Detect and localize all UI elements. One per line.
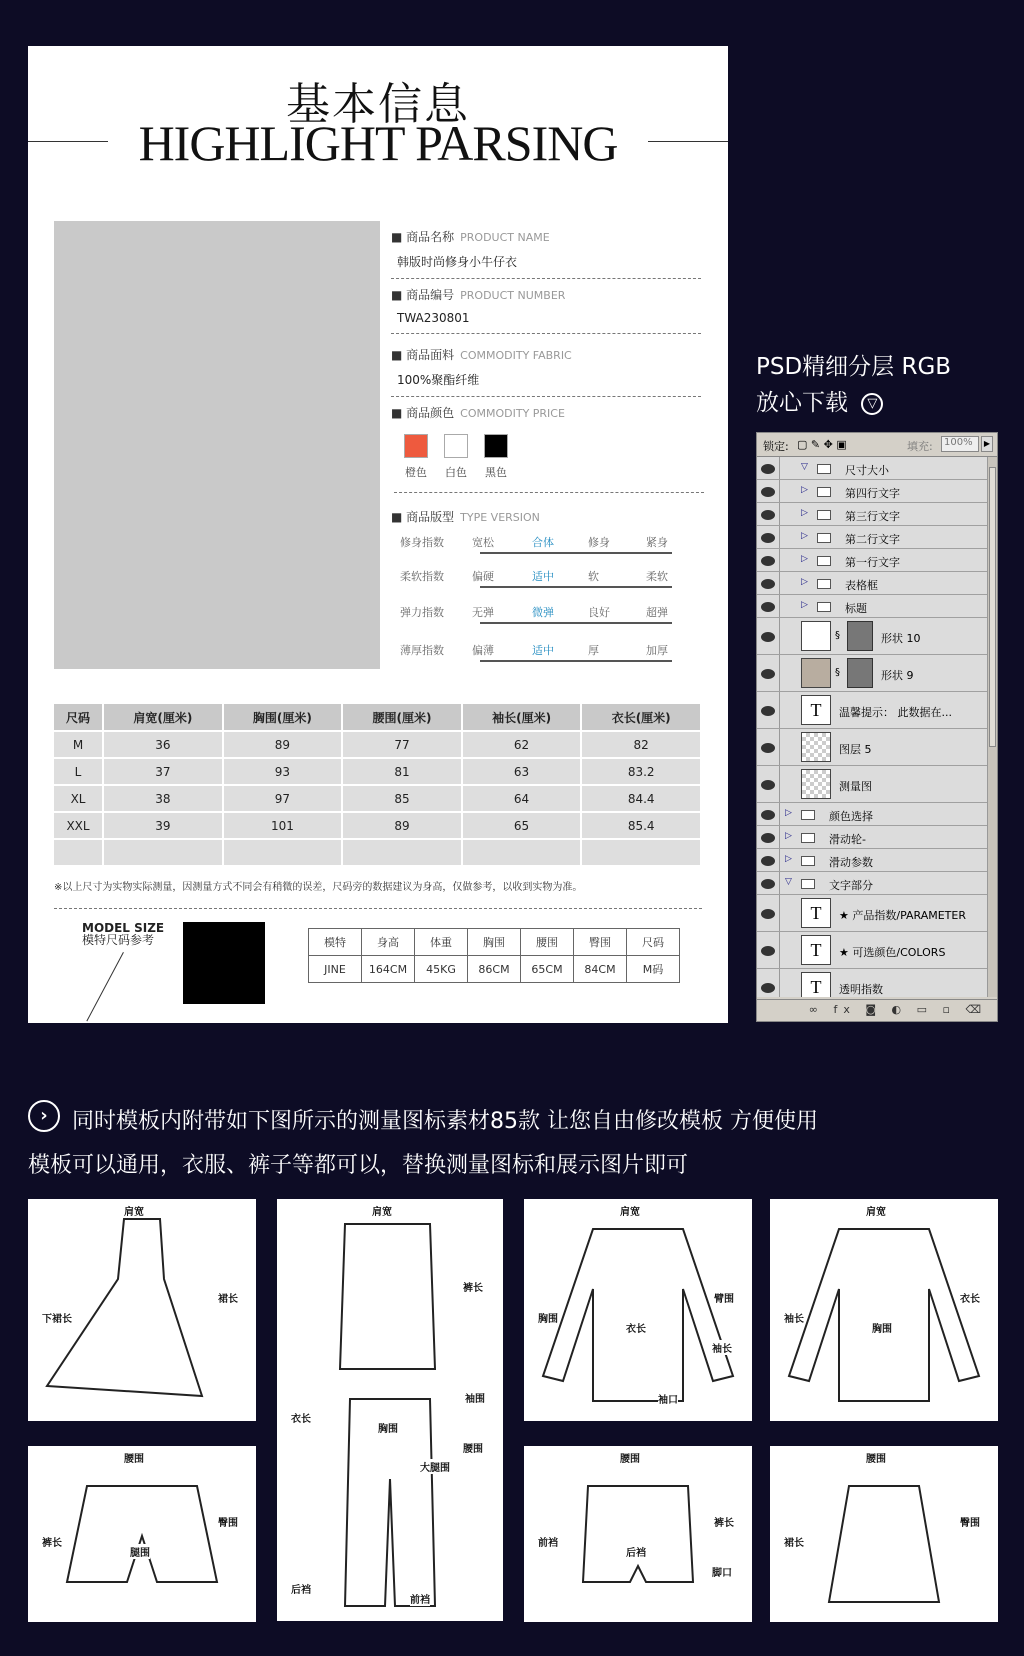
model-photo (183, 922, 265, 1004)
table-cell (54, 839, 103, 866)
layer-row[interactable] (757, 872, 989, 895)
measure-label: 腰围 (866, 1450, 886, 1465)
scale-option[interactable]: 适中 (532, 644, 554, 657)
size-header: 衣长(厘米) (581, 704, 701, 731)
table-row (54, 731, 701, 758)
garment-outline (47, 1219, 202, 1396)
layer-row[interactable] (757, 766, 989, 803)
layer-mask-thumbnail (847, 658, 873, 688)
divider (394, 492, 704, 493)
measure-label: 肩宽 (620, 1203, 640, 1218)
eye-icon[interactable] (761, 879, 775, 889)
table-cell: 83.2 (581, 758, 701, 785)
measurement-tile (770, 1199, 998, 1421)
measure-label: 臀围 (218, 1514, 238, 1529)
info-label-en: PRODUCT NUMBER (460, 289, 566, 302)
model-value: JINE (309, 956, 362, 983)
table-cell: 89 (342, 812, 462, 839)
layer-row[interactable] (757, 572, 989, 595)
table-cell: 84.4 (581, 785, 701, 812)
fill-input[interactable]: 100% (941, 436, 979, 452)
folder-icon (817, 533, 831, 543)
expand-icon[interactable]: ▷ (801, 599, 808, 610)
measure-label: 衣长 (291, 1410, 311, 1425)
table-row (54, 785, 701, 812)
color-label: 白色 (445, 466, 467, 479)
eye-icon[interactable] (761, 909, 775, 919)
layer-name: 透明指数 (839, 982, 883, 996)
eye-icon[interactable] (761, 579, 775, 589)
layer-row[interactable] (757, 655, 989, 692)
layer-row[interactable] (757, 932, 989, 969)
model-header: 身高 (362, 929, 415, 956)
measurement-tile (277, 1199, 503, 1621)
garment-outline-icon (524, 1446, 752, 1622)
layer-row[interactable] (757, 969, 989, 997)
scale-option[interactable]: 宽松 (472, 536, 494, 549)
layers-bottom-toolbar[interactable]: ∞ fx ◙ ◐ ▭ ▫ ⌫ (757, 999, 997, 1021)
eye-icon[interactable] (761, 833, 775, 843)
garment-outline (67, 1486, 217, 1582)
table-cell: M (54, 731, 103, 758)
info-value: 100%聚酯纤维 (397, 373, 480, 387)
model-size-cn: 模特尺码参考 (82, 933, 155, 947)
folder-icon (817, 487, 831, 497)
measure-label: 腰围 (463, 1440, 483, 1455)
expand-icon[interactable]: ▷ (785, 807, 792, 818)
measurement-tile (28, 1199, 256, 1421)
layer-row[interactable] (757, 826, 989, 849)
layer-name: 第四行文字 (845, 486, 900, 500)
arrow-circle-icon: › (28, 1100, 60, 1132)
garment-outline (583, 1486, 693, 1582)
eye-icon[interactable] (761, 556, 775, 566)
garment-outline-icon (28, 1446, 256, 1622)
info-label: ■ 商品名称 (391, 230, 455, 244)
measure-label: 前裆 (538, 1534, 558, 1549)
model-value: 45KG (415, 956, 468, 983)
layer-name: 颜色选择 (829, 809, 873, 823)
scale-option[interactable]: 合体 (532, 536, 554, 549)
measurement-tile (524, 1446, 752, 1622)
measure-label: 腰围 (620, 1450, 640, 1465)
table-row (54, 812, 701, 839)
measurement-tile (28, 1446, 256, 1622)
color-label: 黑色 (485, 466, 507, 479)
measure-label: 裤长 (463, 1279, 483, 1294)
layer-row[interactable] (757, 803, 989, 826)
info-colors (391, 404, 711, 421)
layer-row[interactable] (757, 457, 989, 480)
table-cell: 36 (103, 731, 223, 758)
folder-icon (817, 579, 831, 589)
table-cell: 85 (342, 785, 462, 812)
table-cell: 101 (223, 812, 343, 839)
scale-line (480, 660, 672, 662)
measure-label: 裙长 (218, 1290, 238, 1305)
info-label-en: PRODUCT NAME (460, 231, 550, 244)
model-value: 65CM (521, 956, 574, 983)
measure-label: 袖围 (465, 1390, 485, 1405)
model-value: 86CM (468, 956, 521, 983)
table-cell: 39 (103, 812, 223, 839)
layer-name: 尺寸大小 (845, 463, 889, 477)
expand-icon[interactable]: ▷ (801, 507, 808, 518)
scale-name: 柔软指数 (400, 570, 444, 583)
layer-thumbnail: T (801, 695, 831, 725)
table-cell (581, 839, 701, 866)
scale-option[interactable]: 偏薄 (472, 644, 494, 657)
layer-row[interactable] (757, 503, 989, 526)
layer-name: 滑动轮- (829, 832, 866, 846)
folder-icon (801, 879, 815, 889)
expand-icon[interactable]: ▷ (801, 576, 808, 587)
layer-name: ★ 可选颜色/COLORS (839, 945, 946, 959)
layer-thumbnail: T (801, 972, 831, 997)
measure-label: 裤长 (42, 1534, 62, 1549)
scale-line (480, 622, 672, 624)
eye-icon[interactable] (761, 510, 775, 520)
info-product-number (391, 286, 711, 334)
layer-thumbnail (801, 658, 831, 688)
measure-label: 衣长 (626, 1320, 646, 1335)
model-header: 体重 (415, 929, 468, 956)
scale-option[interactable]: 超弹 (646, 606, 668, 619)
eye-icon[interactable] (761, 632, 775, 642)
lock-label: 锁定: (763, 440, 789, 453)
table-cell (462, 839, 582, 866)
model-value: 84CM (574, 956, 627, 983)
psd-caption-2 (756, 384, 883, 417)
table-cell: XL (54, 785, 103, 812)
model-table (308, 928, 680, 983)
scale-option[interactable]: 软 (588, 570, 599, 583)
table-cell (342, 839, 462, 866)
model-header: 臀围 (574, 929, 627, 956)
model-header: 模特 (309, 929, 362, 956)
color-swatch-white[interactable] (444, 434, 468, 458)
layer-name: 第一行文字 (845, 555, 900, 569)
color-swatch-black[interactable] (484, 434, 508, 458)
measure-label: 肩宽 (866, 1203, 886, 1218)
layer-row[interactable] (757, 595, 989, 618)
fill-dropdown-icon[interactable]: ▶ (981, 436, 993, 452)
table-cell (223, 839, 343, 866)
eye-icon[interactable] (761, 780, 775, 790)
table-cell: 85.4 (581, 812, 701, 839)
fill-label: 填充: (907, 440, 933, 453)
table-cell: 65 (462, 812, 582, 839)
model-header: 胸围 (468, 929, 521, 956)
measure-label: 衣长 (960, 1290, 980, 1305)
layer-name: 标题 (845, 601, 867, 615)
measure-label: 腿围 (130, 1544, 150, 1559)
scale-option[interactable]: 微弹 (532, 606, 554, 619)
layer-name: 表格框 (845, 578, 878, 592)
info-value: 韩版时尚修身小牛仔衣 (397, 255, 518, 269)
model-slash-line (86, 952, 124, 1021)
layer-row[interactable] (757, 480, 989, 503)
info-product-name (391, 228, 711, 279)
layer-name: 测量图 (839, 779, 872, 793)
table-cell: 77 (342, 731, 462, 758)
info-fabric (391, 346, 711, 397)
divider (391, 278, 701, 279)
garment-outline (789, 1229, 979, 1401)
download-circle-icon[interactable]: ▽ (861, 393, 883, 415)
eye-icon[interactable] (761, 602, 775, 612)
layer-name: 形状 9 (881, 668, 914, 682)
eye-icon[interactable] (761, 706, 775, 716)
table-cell: 89 (223, 731, 343, 758)
layer-thumbnail: T (801, 898, 831, 928)
scale-name: 薄厚指数 (400, 644, 444, 657)
scale-option[interactable]: 适中 (532, 570, 554, 583)
measure-label: 胸围 (538, 1310, 558, 1325)
layer-thumbnail (801, 732, 831, 762)
measure-label: 脚口 (712, 1564, 732, 1579)
garment-outline (543, 1229, 733, 1401)
model-value: 164CM (362, 956, 415, 983)
layers-scrollbar[interactable] (987, 457, 997, 997)
eye-icon[interactable] (761, 983, 775, 993)
scale-option[interactable]: 加厚 (646, 644, 668, 657)
measure-label: 下裙长 (42, 1310, 72, 1325)
layer-row[interactable] (757, 729, 989, 766)
info-label: ■ 商品版型 (391, 510, 455, 524)
divider (54, 908, 702, 909)
expand-icon[interactable]: ▷ (785, 853, 792, 864)
model-size-en: MODEL SIZE (82, 921, 165, 935)
table-cell: 97 (223, 785, 343, 812)
folder-icon (801, 833, 815, 843)
table-cell: 37 (103, 758, 223, 785)
table-cell: 81 (342, 758, 462, 785)
layer-name: 形状 10 (881, 631, 921, 645)
layer-thumbnail: T (801, 935, 831, 965)
info-label: ■ 商品面料 (391, 348, 455, 362)
folder-icon (801, 856, 815, 866)
layer-name: ★ 产品指数/PARAMETER (839, 908, 966, 922)
color-swatch-orange[interactable] (404, 434, 428, 458)
layer-thumbnail (801, 621, 831, 651)
model-size-label (82, 922, 164, 946)
garment-outline (829, 1486, 939, 1602)
measure-label: 袖口 (658, 1391, 678, 1406)
scale-option[interactable]: 柔软 (646, 570, 668, 583)
table-row (54, 839, 701, 866)
measure-label: 肩宽 (124, 1203, 144, 1218)
product-info-card (28, 46, 728, 1023)
measure-label: 袖长 (784, 1310, 804, 1325)
layer-name: 第二行文字 (845, 532, 900, 546)
expand-icon[interactable]: ▷ (801, 484, 808, 495)
measure-label: 腰围 (124, 1450, 144, 1465)
eye-icon[interactable] (761, 810, 775, 820)
scale-line (480, 586, 672, 588)
measurement-tile (524, 1199, 752, 1421)
layer-mask-thumbnail (847, 621, 873, 651)
scale-option[interactable]: 良好 (588, 606, 610, 619)
model-header: 腰围 (521, 929, 574, 956)
scale-line (480, 552, 672, 554)
measure-label: 肩宽 (372, 1203, 392, 1218)
layer-row[interactable] (757, 849, 989, 872)
expand-icon[interactable]: ▷ (785, 830, 792, 841)
product-photo-placeholder (54, 221, 380, 669)
lock-icons[interactable]: ▢ ✎ ✥ ▣ (797, 438, 847, 451)
garment-outline-icon (770, 1199, 998, 1421)
eye-icon[interactable] (761, 946, 775, 956)
layer-name: 温馨提示： 此数据在... (839, 705, 952, 719)
eye-icon[interactable] (761, 743, 775, 753)
size-header: 肩宽(厘米) (103, 704, 223, 731)
photoshop-layers-panel (756, 432, 998, 1022)
table-cell: 93 (223, 758, 343, 785)
table-cell: 64 (462, 785, 582, 812)
layer-row[interactable] (757, 549, 989, 572)
scale-option[interactable]: 修身 (588, 536, 610, 549)
garment-outline (340, 1224, 435, 1606)
measure-label: 袖长 (712, 1340, 732, 1355)
measure-label: 后裆 (291, 1581, 311, 1596)
folder-icon (817, 602, 831, 612)
eye-icon[interactable] (761, 533, 775, 543)
garment-outline-icon (770, 1446, 998, 1622)
expand-icon[interactable]: ▷ (801, 553, 808, 564)
layer-row[interactable] (757, 618, 989, 655)
size-header: 尺码 (54, 704, 103, 731)
info-label: ■ 商品编号 (391, 288, 455, 302)
table-cell: 38 (103, 785, 223, 812)
info-label-en: TYPE VERSION (460, 511, 540, 524)
layer-row[interactable] (757, 895, 989, 932)
layer-thumbnail (801, 769, 831, 799)
folder-icon (817, 464, 831, 474)
table-row (54, 758, 701, 785)
table-cell: 63 (462, 758, 582, 785)
expand-open-icon[interactable]: ▽ (785, 876, 792, 887)
measure-label: 后裆 (626, 1544, 646, 1559)
measure-label: 大腿围 (420, 1459, 450, 1474)
measure-label: 臀围 (960, 1514, 980, 1529)
measure-label: 前裆 (410, 1591, 430, 1606)
layer-name: 滑动参数 (829, 855, 873, 869)
size-table (54, 704, 702, 867)
table-cell: 62 (462, 731, 582, 758)
eye-icon[interactable] (761, 487, 775, 497)
table-cell: L (54, 758, 103, 785)
scale-option[interactable]: 无弹 (472, 606, 494, 619)
page-title-cn: 基本信息 (286, 79, 470, 130)
folder-icon (801, 810, 815, 820)
expand-icon[interactable]: ▷ (801, 530, 808, 541)
layer-name: 文字部分 (829, 878, 873, 892)
scale-row (400, 642, 710, 672)
measure-label: 臂围 (714, 1290, 734, 1305)
layer-row[interactable] (757, 692, 989, 729)
color-label: 橙色 (405, 466, 427, 479)
promo-line-1: 同时模板内附带如下图所示的测量图标素材85款 让您自由修改模板 方便使用 (72, 1109, 818, 1134)
scale-row (400, 568, 710, 598)
size-note: ※以上尺寸为实物实际测量，因测量方式不同会有稍微的误差，尺码旁的数据建议为身高，仅做参考，以收到实物为准。 (54, 882, 583, 893)
size-header: 腰围(厘米) (342, 704, 462, 731)
scale-row (400, 534, 710, 564)
layers-toolbar (757, 433, 997, 457)
info-version (391, 508, 711, 525)
scale-option[interactable]: 厚 (588, 644, 599, 657)
table-cell: XXL (54, 812, 103, 839)
psd-caption-1: PSD精细分层 RGB (756, 354, 952, 380)
info-label: ■ 商品颜色 (391, 406, 455, 420)
scale-name: 修身指数 (400, 536, 444, 549)
divider (391, 333, 701, 334)
promo-line-2: 模板可以通用，衣服、裤子等都可以，替换测量图标和展示图片即可 (28, 1153, 689, 1178)
link-icon: § (835, 667, 840, 678)
size-header: 袖长(厘米) (462, 704, 582, 731)
measure-label: 裤长 (714, 1514, 734, 1529)
info-value: TWA230801 (397, 311, 470, 325)
eye-icon[interactable] (761, 856, 775, 866)
link-icon: § (835, 630, 840, 641)
measure-label: 裙长 (784, 1534, 804, 1549)
size-header: 胸围(厘米) (223, 704, 343, 731)
layer-name: 第三行文字 (845, 509, 900, 523)
layer-row[interactable] (757, 526, 989, 549)
scale-option[interactable]: 紧身 (646, 536, 668, 549)
model-header: 尺码 (627, 929, 680, 956)
measurement-tile (770, 1446, 998, 1622)
psd-caption-2-text: 放心下载 (756, 390, 848, 416)
scale-name: 弹力指数 (400, 606, 444, 619)
layer-name: 图层 5 (839, 742, 872, 756)
eye-icon[interactable] (761, 669, 775, 679)
table-cell (103, 839, 223, 866)
model-value: M码 (627, 956, 680, 983)
scale-option[interactable]: 偏硬 (472, 570, 494, 583)
scale-row (400, 604, 710, 634)
expand-open-icon[interactable]: ▽ (801, 461, 808, 472)
divider (391, 396, 701, 397)
layers-list (757, 457, 997, 997)
info-label-en: COMMODITY FABRIC (460, 349, 572, 362)
scrollbar-thumb[interactable] (989, 467, 996, 747)
eye-icon[interactable] (761, 464, 775, 474)
folder-icon (817, 556, 831, 566)
info-label-en: COMMODITY PRICE (460, 407, 565, 420)
measure-label: 胸围 (378, 1420, 398, 1435)
page-title-en: HIGHLIGHT PARSING (138, 115, 618, 171)
garment-outline-icon (524, 1199, 752, 1421)
folder-icon (817, 510, 831, 520)
table-cell: 82 (581, 731, 701, 758)
measure-label: 胸围 (872, 1320, 892, 1335)
